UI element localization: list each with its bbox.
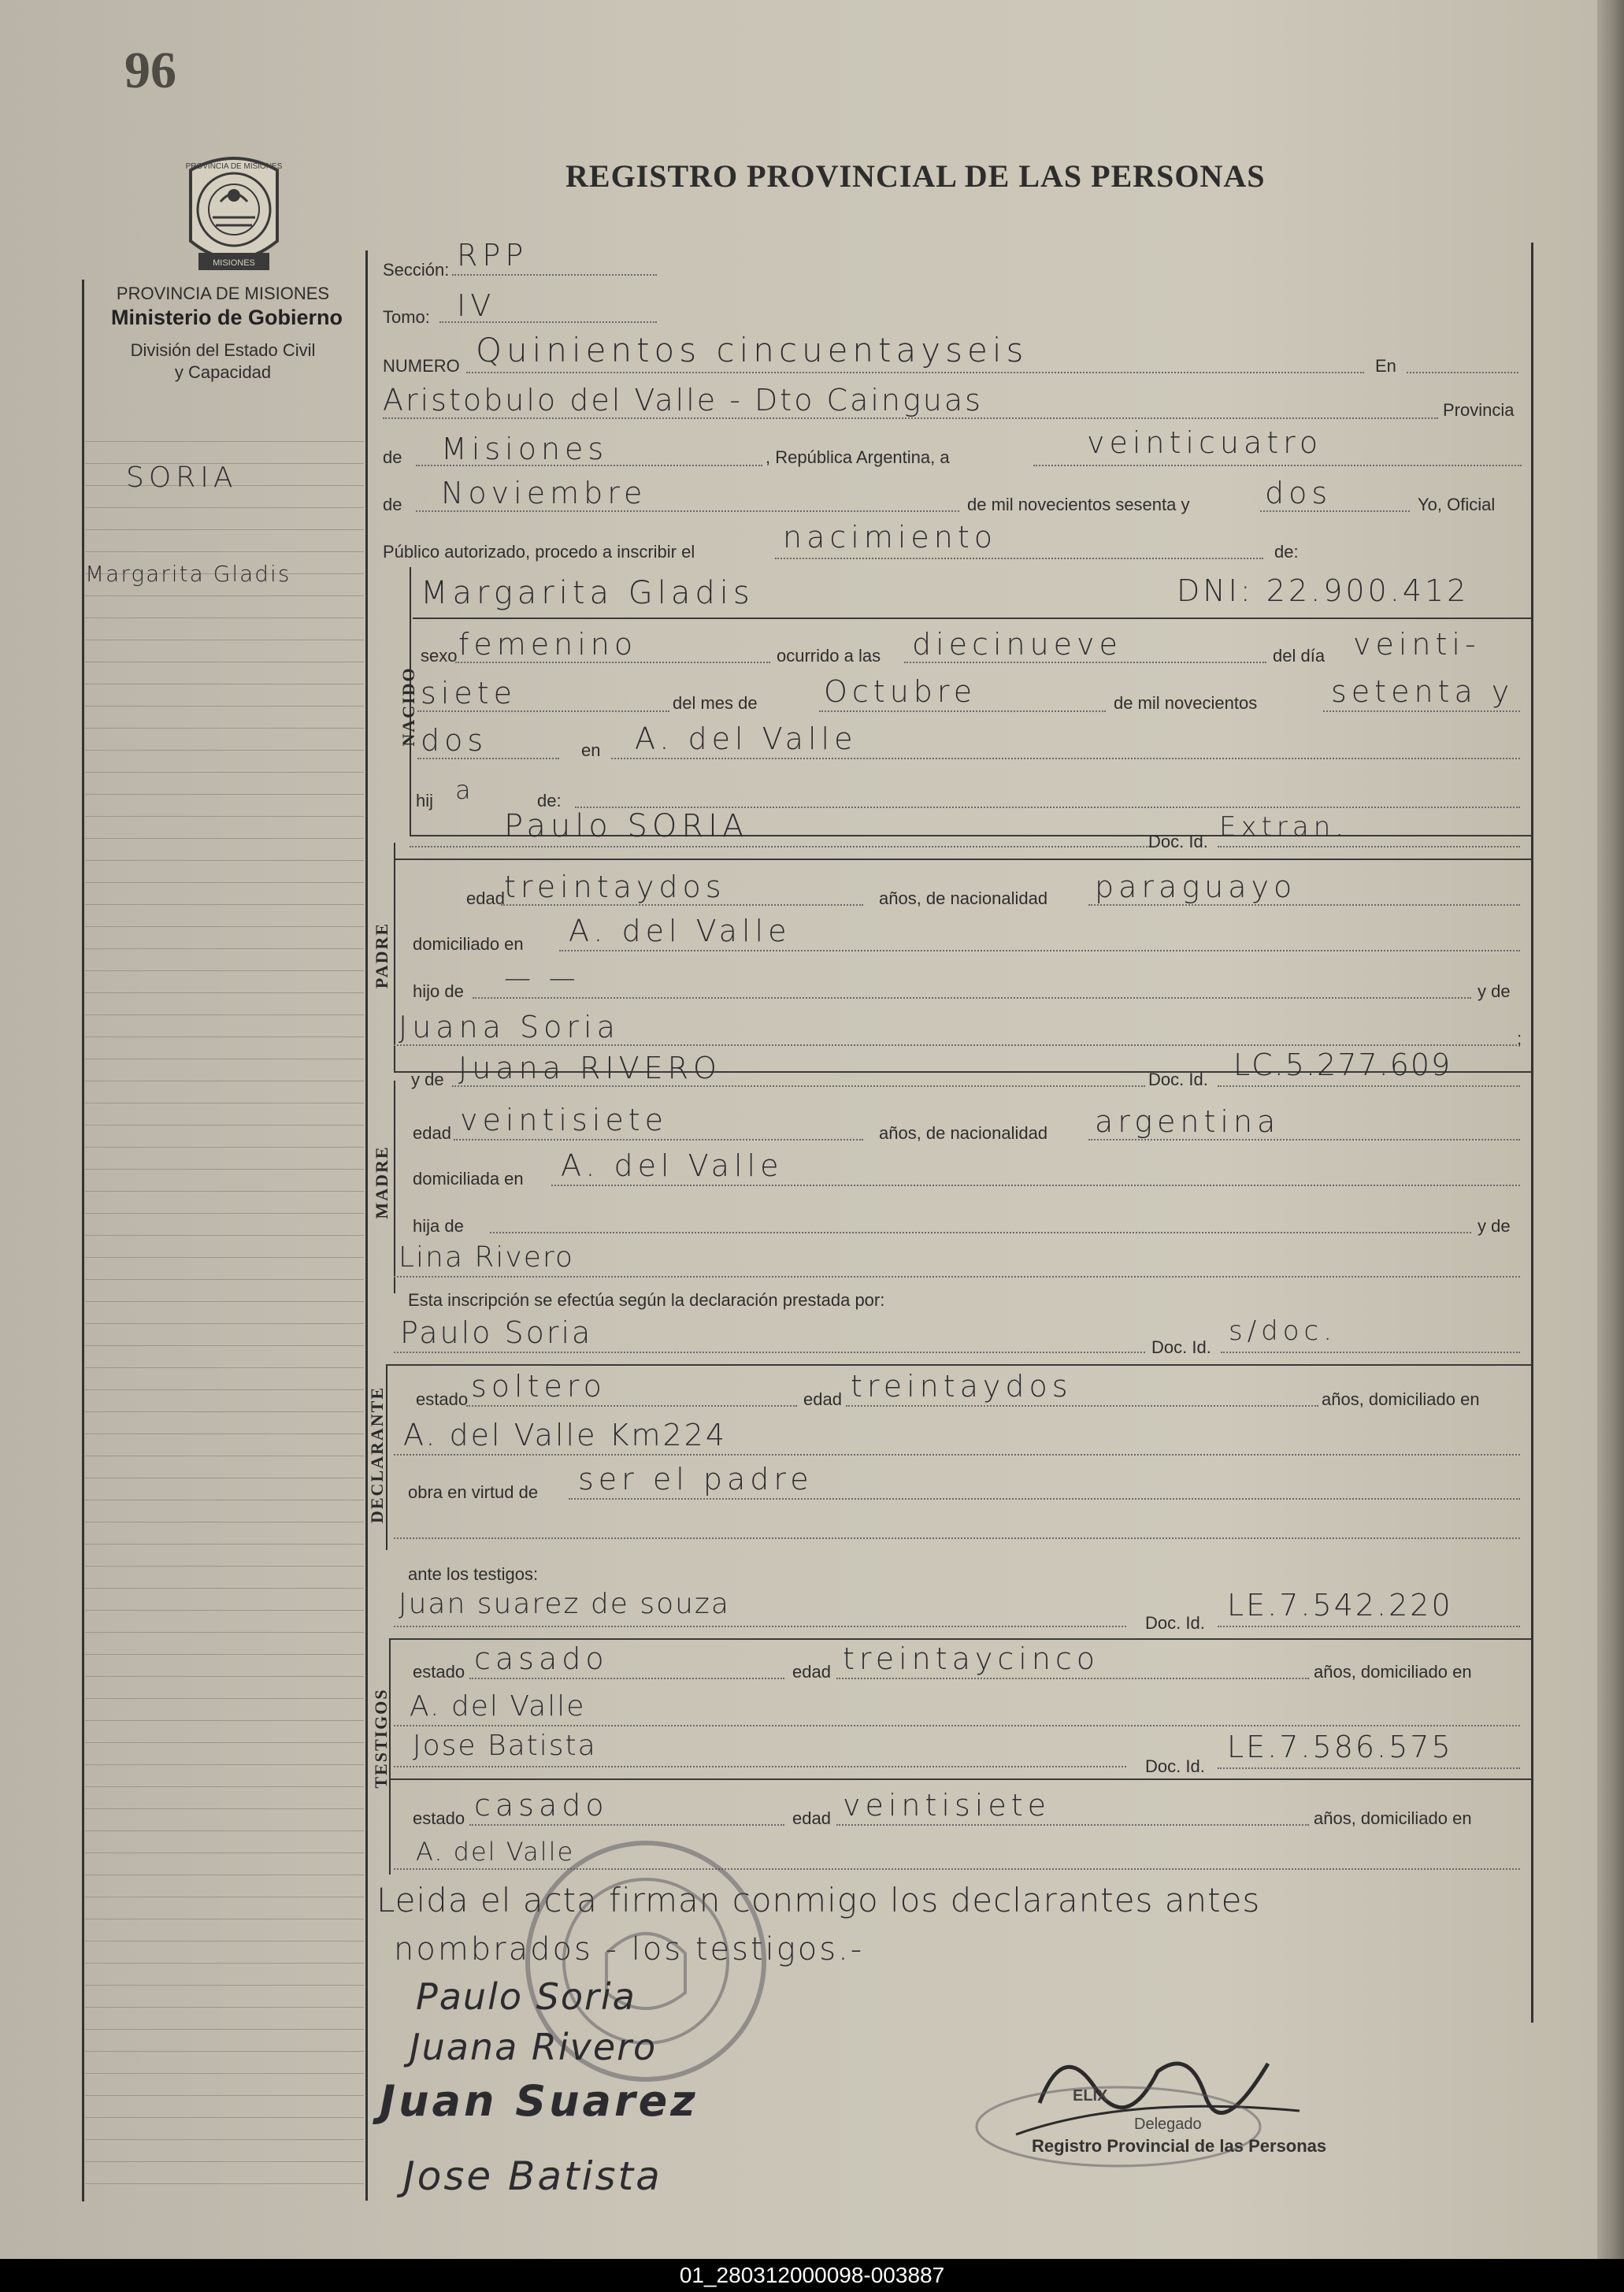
republica-label: , República Argentina, a: [766, 447, 950, 467]
margin-rule: [85, 1301, 364, 1302]
testigos-label: TESTIGOS: [371, 1688, 391, 1789]
margin-rule: [85, 904, 364, 905]
padre-edad-line: [501, 904, 863, 906]
declarante-obra-value: ser el padre: [578, 1462, 814, 1496]
margin-rule: [85, 1610, 364, 1611]
margin-rule: [85, 1720, 364, 1721]
padre-border: [394, 843, 395, 1071]
margin-rule: [85, 794, 364, 795]
margin-rule: [85, 1588, 364, 1589]
issuer-division: División del Estado Civil: [130, 340, 316, 360]
seccion-line: [452, 274, 657, 276]
madre-edad-label: edad: [413, 1123, 451, 1143]
testigo1-dom-line: [394, 1725, 1520, 1726]
year-value: dos: [1265, 476, 1333, 510]
margin-rule: [85, 970, 364, 971]
testigo1-estado-label: estado: [413, 1662, 465, 1682]
madre-madre-line: [394, 1276, 1520, 1278]
margin-rule: [85, 1941, 364, 1942]
hora-line: [904, 662, 1266, 663]
declarante-obra-line: [569, 1498, 1520, 1500]
anio-line: [1323, 710, 1520, 712]
declarante-extra-line: [394, 1537, 1520, 1539]
margin-given-names: Margarita Gladis: [85, 561, 291, 587]
margin-rule: [85, 1786, 364, 1787]
closing-line-1: Leida el acta firman conmigo los declarantes antes: [376, 1881, 1261, 1919]
testigo1-edad-line: [836, 1678, 1309, 1679]
nacido-dni: DNI: 22.900.412: [1177, 573, 1470, 608]
svg-text:PROVINCIA DE MISIONES: PROVINCIA DE MISIONES: [185, 162, 283, 171]
form-right-border: [1531, 243, 1533, 2023]
margin-rule: [85, 1191, 364, 1192]
testigo2-name-line: [394, 1766, 1126, 1767]
madre-dom-line: [551, 1185, 1520, 1186]
margin-rule: [85, 529, 364, 530]
margin-rule: [85, 1544, 364, 1545]
margin-rule: [85, 551, 364, 552]
de-label: de: [383, 447, 402, 467]
margin-rule: [85, 2117, 364, 2118]
margin-rule: [85, 2051, 364, 2052]
testigo2-edad-label: edad: [792, 1808, 831, 1828]
nacido-name-line: [413, 618, 1531, 619]
declarante-estado-value: soltero: [471, 1369, 606, 1404]
anio-value: setenta y: [1331, 674, 1515, 709]
margin-rule: [85, 1389, 364, 1390]
testigo1-edad-value: treintaycinco: [843, 1641, 1100, 1676]
hij-value: a: [455, 775, 476, 805]
tomo-line: [439, 321, 657, 323]
dia-label: del día: [1273, 646, 1326, 666]
margin-rule: [85, 1345, 364, 1346]
signature-4: Jose Batista: [403, 2153, 662, 2199]
publico-label: Público autorizado, procedo a inscribir el: [383, 542, 695, 562]
stamp-office: Registro Provincial de las Personas: [1032, 2136, 1327, 2156]
padre-madre-value: Juana Soria: [399, 1010, 620, 1044]
margin-rule: [85, 1279, 364, 1280]
declarante-edad-line: [846, 1405, 1318, 1407]
padre-top-line: [394, 859, 1531, 860]
margin-rule: [85, 1125, 364, 1126]
testigo1-estado-line: [469, 1678, 784, 1679]
padre-dom-label: domiciliado en: [413, 934, 524, 954]
issuer-ministry: Ministerio de Gobierno: [110, 306, 343, 329]
numero-label: NUMERO: [383, 356, 460, 376]
month-value: Noviembre: [441, 476, 647, 510]
testigo2-name: Jose Batista: [413, 1730, 597, 1762]
testigo2-estado-value: casado: [474, 1788, 609, 1823]
anio2-line: [417, 758, 559, 759]
testigo1-edad-label: edad: [792, 1662, 831, 1682]
padre-nac-value: paraguayo: [1095, 870, 1297, 904]
margin-rule: [85, 1433, 364, 1434]
book-spine: [1597, 0, 1624, 2259]
margin-rule: [85, 706, 364, 707]
testigo1-doc-line: [1218, 1626, 1520, 1627]
dia-value: veinti-: [1353, 627, 1481, 662]
sexo-line: [455, 662, 770, 663]
declarante-estado-label: estado: [416, 1389, 469, 1409]
hora-label: ocurrido a las: [777, 646, 881, 666]
sexo-label: sexo: [421, 646, 458, 666]
margin-rule: [85, 2161, 364, 2162]
margin-rule: [85, 2139, 364, 2140]
madre-y-de: y de: [1478, 1216, 1511, 1236]
year-label: de mil novecientos sesenta y: [967, 495, 1190, 514]
madre-doc-value: LC.5.277.609: [1233, 1048, 1452, 1082]
declarante-dom-value: A. del Valle Km224: [403, 1418, 727, 1452]
margin-rule: [85, 2007, 364, 2008]
madre-y-de-label: y de: [411, 1070, 444, 1089]
de-colon: de:: [1274, 542, 1299, 562]
margin-rule: [85, 441, 364, 442]
stamp-role: Delegado: [1134, 2116, 1202, 2133]
margin-rule: [85, 1963, 364, 1964]
margin-right-border: [365, 250, 368, 2201]
margin-left-border: [82, 280, 84, 2201]
margin-rule: [85, 750, 364, 751]
margin-rule: [85, 816, 364, 817]
testigo1-estado-value: casado: [474, 1641, 609, 1676]
page-title: REGISTRO PROVINCIAL DE LAS PERSONAS: [565, 158, 1266, 194]
padre-doc-label: Doc. Id.: [1148, 832, 1208, 851]
padre-hijo-line: [473, 997, 1471, 999]
padre-name: Paulo SORIA: [504, 808, 749, 844]
sexo-value: femenino: [458, 627, 638, 662]
margin-rule: [85, 595, 364, 596]
margin-rule: [85, 1411, 364, 1412]
padre-semicolon: ;: [1517, 1029, 1522, 1048]
anio-value-2: dos: [421, 723, 488, 758]
margin-rule: [85, 1323, 364, 1324]
margin-rule: [85, 772, 364, 773]
lugar-value: A. del Valle: [635, 721, 858, 756]
padre-nac-line: [1088, 904, 1520, 906]
testigo1-name-line: [394, 1626, 1126, 1627]
testigos-intro: ante los testigos:: [408, 1564, 539, 1584]
stamp-name: ELIX: [1073, 2087, 1108, 2105]
signature-3: Juan Suarez: [380, 2076, 699, 2126]
margin-rule: [85, 2183, 364, 2184]
declarante-dom-label: años, domiciliado en: [1322, 1389, 1480, 1409]
testigo1-name: Juan suarez de souza: [399, 1588, 730, 1620]
madre-edad-value: veintisiete: [460, 1103, 668, 1137]
year-line: [1260, 510, 1410, 512]
padre-name-line: [410, 846, 1150, 847]
mes-label: del mes de: [673, 693, 758, 713]
nacido-name: Margarita Gladis: [421, 575, 755, 611]
testigo2-estado-label: estado: [413, 1808, 465, 1828]
numero-line: [466, 372, 1364, 373]
margin-rule: [85, 926, 364, 927]
margin-rule: [85, 860, 364, 861]
testigo2-top-line: [389, 1778, 1531, 1780]
dia2-line: [417, 710, 669, 712]
margin-rule: [85, 992, 364, 993]
madre-label: MADRE: [372, 1145, 391, 1219]
testigos-top-line: [389, 1638, 1531, 1640]
closing-line-2: nombrados - los testigos.-: [394, 1931, 865, 1967]
declarante-name-line: [394, 1352, 1145, 1353]
margin-rule: [85, 1985, 364, 1986]
testigo2-edad-line: [836, 1824, 1309, 1826]
province-seal-icon: [175, 146, 293, 280]
tomo-label: Tomo:: [383, 307, 430, 327]
anio-label: de mil novecientos: [1114, 693, 1258, 713]
padre-nac-label: años, de nacionalidad: [879, 888, 1048, 908]
testigo2-dom-value: A. del Valle: [416, 1837, 575, 1867]
provincia-label: Provincia: [1443, 400, 1515, 420]
seccion-value: RPP: [457, 238, 528, 273]
margin-rule: [85, 1014, 364, 1015]
declarante-name: Paulo Soria: [400, 1315, 593, 1350]
tomo-value: IV: [457, 288, 496, 323]
madre-nac-value: argentina: [1095, 1104, 1281, 1139]
act-line: [775, 558, 1263, 559]
margin-rule: [85, 1654, 364, 1655]
margin-rule: [85, 948, 364, 949]
month-line: [416, 510, 959, 512]
declarante-estado-line: [466, 1405, 797, 1407]
day-value: veinticuatro: [1087, 425, 1323, 460]
hora-value: diecinueve: [912, 627, 1122, 662]
madre-dom-value: A. del Valle: [561, 1148, 784, 1183]
testigo2-edad-value: veintisiete: [843, 1788, 1051, 1823]
margin-rule: [85, 2073, 364, 2074]
padre-y-de: y de: [1478, 981, 1511, 1001]
place-line: [383, 417, 1438, 419]
declarante-top-line: [386, 1364, 1531, 1366]
margin-rule: [85, 1257, 364, 1258]
margin-rule: [85, 2095, 364, 2096]
testigo2-doc-value: LE.7.586.575: [1227, 1730, 1453, 1764]
margin-rule: [85, 1235, 364, 1236]
svg-text:MISIONES: MISIONES: [213, 258, 255, 268]
margin-rule: [85, 1764, 364, 1765]
madre-hija-label: hija de: [413, 1216, 464, 1236]
margin-rule: [85, 1169, 364, 1170]
testigo1-doc-value: LE.7.542.220: [1227, 1588, 1453, 1623]
declarante-obra-label: obra en virtud de: [408, 1482, 539, 1502]
padre-hijo-value: — —: [504, 962, 580, 994]
padre-edad-value: treintaydos: [504, 870, 726, 904]
madre-name: Juana RIVERO: [458, 1051, 721, 1085]
padre-madre-line: [394, 1044, 1517, 1046]
province-line: [416, 465, 762, 466]
hij-label: hij: [416, 791, 434, 810]
declarante-label: DECLARANTE: [367, 1385, 387, 1523]
declarante-doc-label: Doc. Id.: [1151, 1337, 1211, 1357]
declarante-doc-value: s/doc.: [1229, 1315, 1337, 1347]
page-number: 96: [124, 42, 176, 99]
padre-doc-line: [1218, 846, 1520, 847]
margin-rule: [85, 882, 364, 883]
margin-rule: [85, 1808, 364, 1809]
province-value: Misiones: [441, 432, 609, 466]
hij-de-label: de:: [537, 791, 562, 810]
madre-border: [394, 1081, 395, 1293]
testigo2-doc-label: Doc. Id.: [1145, 1756, 1205, 1776]
testigo1-doc-label: Doc. Id.: [1145, 1613, 1205, 1633]
mes-value: Octubre: [824, 674, 977, 709]
signature-1: Paulo Soria: [416, 1975, 636, 2018]
margin-rule: [85, 2029, 364, 2030]
seccion-label: Sección:: [383, 260, 450, 280]
declarante-doc-line: [1221, 1352, 1520, 1353]
madre-nac-line: [1088, 1139, 1520, 1140]
padre-doc-value: Extran.: [1219, 811, 1349, 843]
margin-rule: [85, 1676, 364, 1677]
margin-rule: [85, 1742, 364, 1743]
testigo1-dom-value: A. del Valle: [410, 1690, 586, 1723]
declarante-intro: Esta inscripción se efectúa según la declaración prestada por:: [408, 1290, 885, 1310]
padre-dom-value: A. del Valle: [569, 914, 792, 948]
margin-rule: [85, 1632, 364, 1633]
margin-rule: [85, 507, 364, 508]
margin-surname: SORIA: [126, 462, 238, 494]
padre-hijo-label: hijo de: [413, 981, 464, 1001]
declarante-edad-label: edad: [803, 1389, 842, 1409]
margin-rule: [85, 1830, 364, 1831]
testigo2-doc-line: [1218, 1767, 1520, 1769]
lugar-line: [611, 758, 1520, 759]
madre-madre-value: Lina Rivero: [399, 1241, 574, 1274]
testigo2-dom-label: años, domiciliado en: [1314, 1808, 1472, 1828]
de-label-2: de: [383, 495, 402, 514]
madre-hija-line: [490, 1232, 1471, 1233]
declarante-edad-value: treintaydos: [851, 1369, 1073, 1404]
padre-dom-line: [559, 950, 1520, 951]
madre-nac-label: años, de nacionalidad: [879, 1123, 1048, 1143]
madre-name-line: [452, 1085, 1145, 1087]
testigo1-dom-label: años, domiciliado en: [1314, 1662, 1472, 1682]
en-label: En: [1375, 356, 1396, 376]
madre-edad-line: [454, 1139, 863, 1140]
oficial-label: Yo, Oficial: [1418, 495, 1496, 514]
footer-id: 01_280312000098-003887: [0, 2259, 1624, 2292]
place-value: Aristobulo del Valle - Dto Cainguas: [383, 383, 983, 417]
mes-line: [819, 710, 1106, 712]
en-line: [1407, 372, 1518, 373]
madre-dom-label: domiciliada en: [413, 1169, 524, 1189]
nacido-label: NACIDO: [399, 666, 418, 747]
signature-2: Juana Rivero: [410, 2026, 658, 2068]
margin-rule: [85, 1698, 364, 1699]
day-line: [1033, 465, 1522, 466]
testigo2-estado-line: [469, 1824, 784, 1826]
margin-rule: [85, 1367, 364, 1368]
margin-rule: [85, 1566, 364, 1567]
madre-doc-line: [1218, 1085, 1520, 1087]
declarante-dom-line: [394, 1454, 1520, 1456]
margin-rule: [85, 728, 364, 729]
issuer-province: PROVINCIA DE MISIONES: [116, 284, 330, 303]
padre-label: PADRE: [372, 922, 391, 989]
margin-rule: [85, 838, 364, 839]
margin-rule: [85, 1213, 364, 1214]
issuer-division-2: y Capacidad: [174, 362, 272, 382]
margin-rule: [85, 1147, 364, 1148]
dia-value-2: siete: [421, 676, 517, 710]
en-nacido-label: en: [581, 740, 601, 760]
act-value: nacimiento: [783, 520, 998, 554]
numero-value: Quinientos cincuentayseis: [476, 331, 1029, 369]
madre-doc-label: Doc. Id.: [1148, 1070, 1208, 1089]
padre-edad-label: edad: [466, 888, 505, 908]
